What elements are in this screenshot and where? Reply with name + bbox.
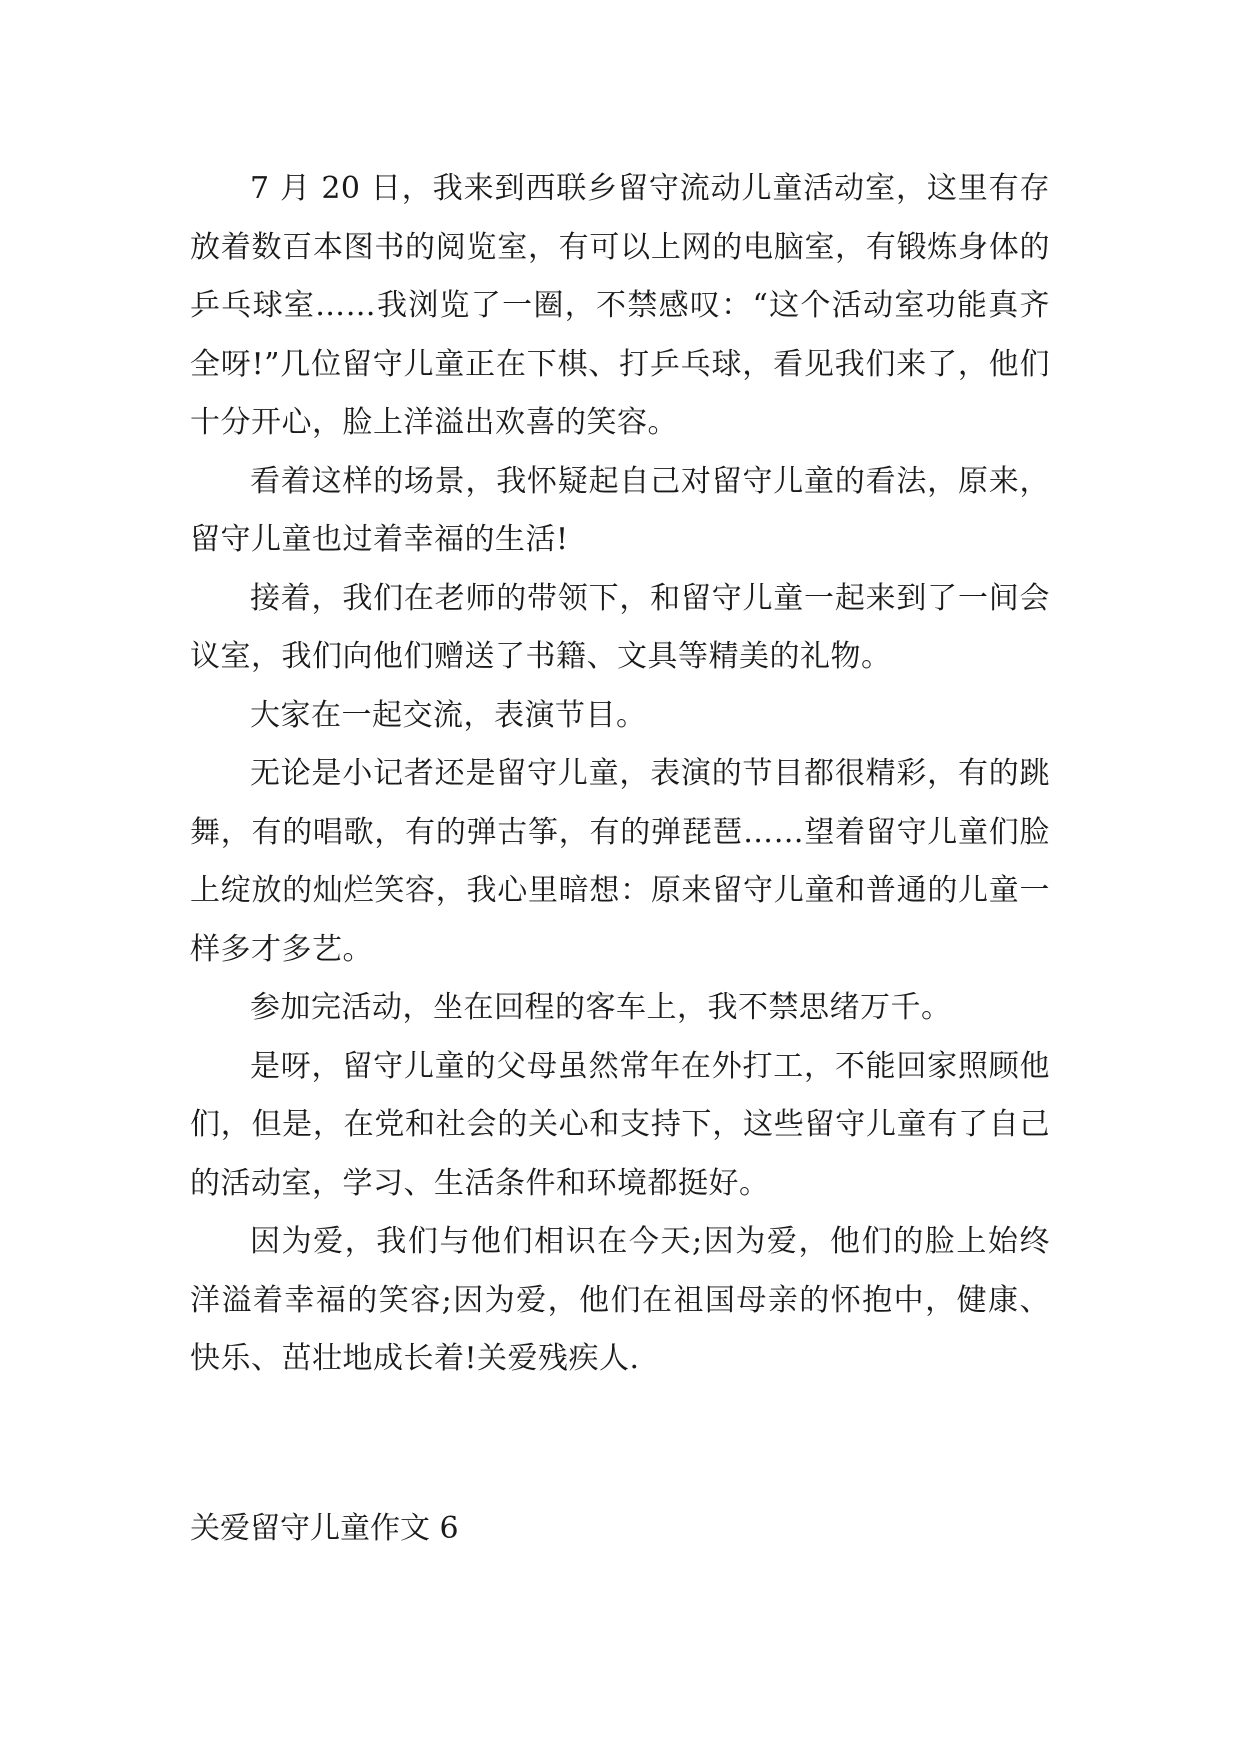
paragraph-3: 接着，我们在老师的带领下，和留守儿童一起来到了一间会议室，我们向他们赠送了书籍、文具等精美的礼物。 [190,580,1050,674]
paragraph-8: 因为爱，我们与他们相识在今天;因为爱，他们的脸上始终洋溢着幸福的笑容;因为爱，他们在祖国母亲的怀抱中，健康、快乐、茁壮地成长着!关爱残疾人. [190,1224,1050,1376]
paragraph-6: 参加完活动，坐在回程的客车上，我不禁思绪万千。 [250,990,952,1025]
section-title: 关爱留守儿童作文 6 [190,1511,459,1546]
paragraph-4: 大家在一起交流，表演节目。 [250,697,647,733]
paragraph-1: 7 月 20 日，我来到西联乡留守流动儿童活动室，这里有存放着数百本图书的阅览室，有可以上网的电脑室，有锻炼身体的乒乓球室……我浏览了一圈，不禁感叹：“这个活动室功能真齐全呀!”几位留守儿童正在下棋、打乒乓球，看见我们来了，他们十分开心，脸上洋溢出欢喜的笑容。 [190,171,1050,440]
article-body [190,160,1050,1389]
paragraph-5: 无论是小记者还是留守儿童，表演的节目都很精彩，有的跳舞，有的唱歌，有的弹古筝，有的弹琵琶……望着留守儿童们脸上绽放的灿烂笑容，我心里暗想：原来留守儿童和普通的儿童一样多才多艺。 [190,756,1050,967]
paragraph-7: 是呀，留守儿童的父母虽然常年在外打工，不能回家照顾他们，但是，在党和社会的关心和支持下，这些留守儿童有了自己的活动室，学习、生活条件和环境都挺好。 [190,1048,1050,1201]
paragraph-2: 看着这样的场景，我怀疑起自己对留守儿童的看法，原来，留守儿童也过着幸福的生活! [190,463,1050,557]
